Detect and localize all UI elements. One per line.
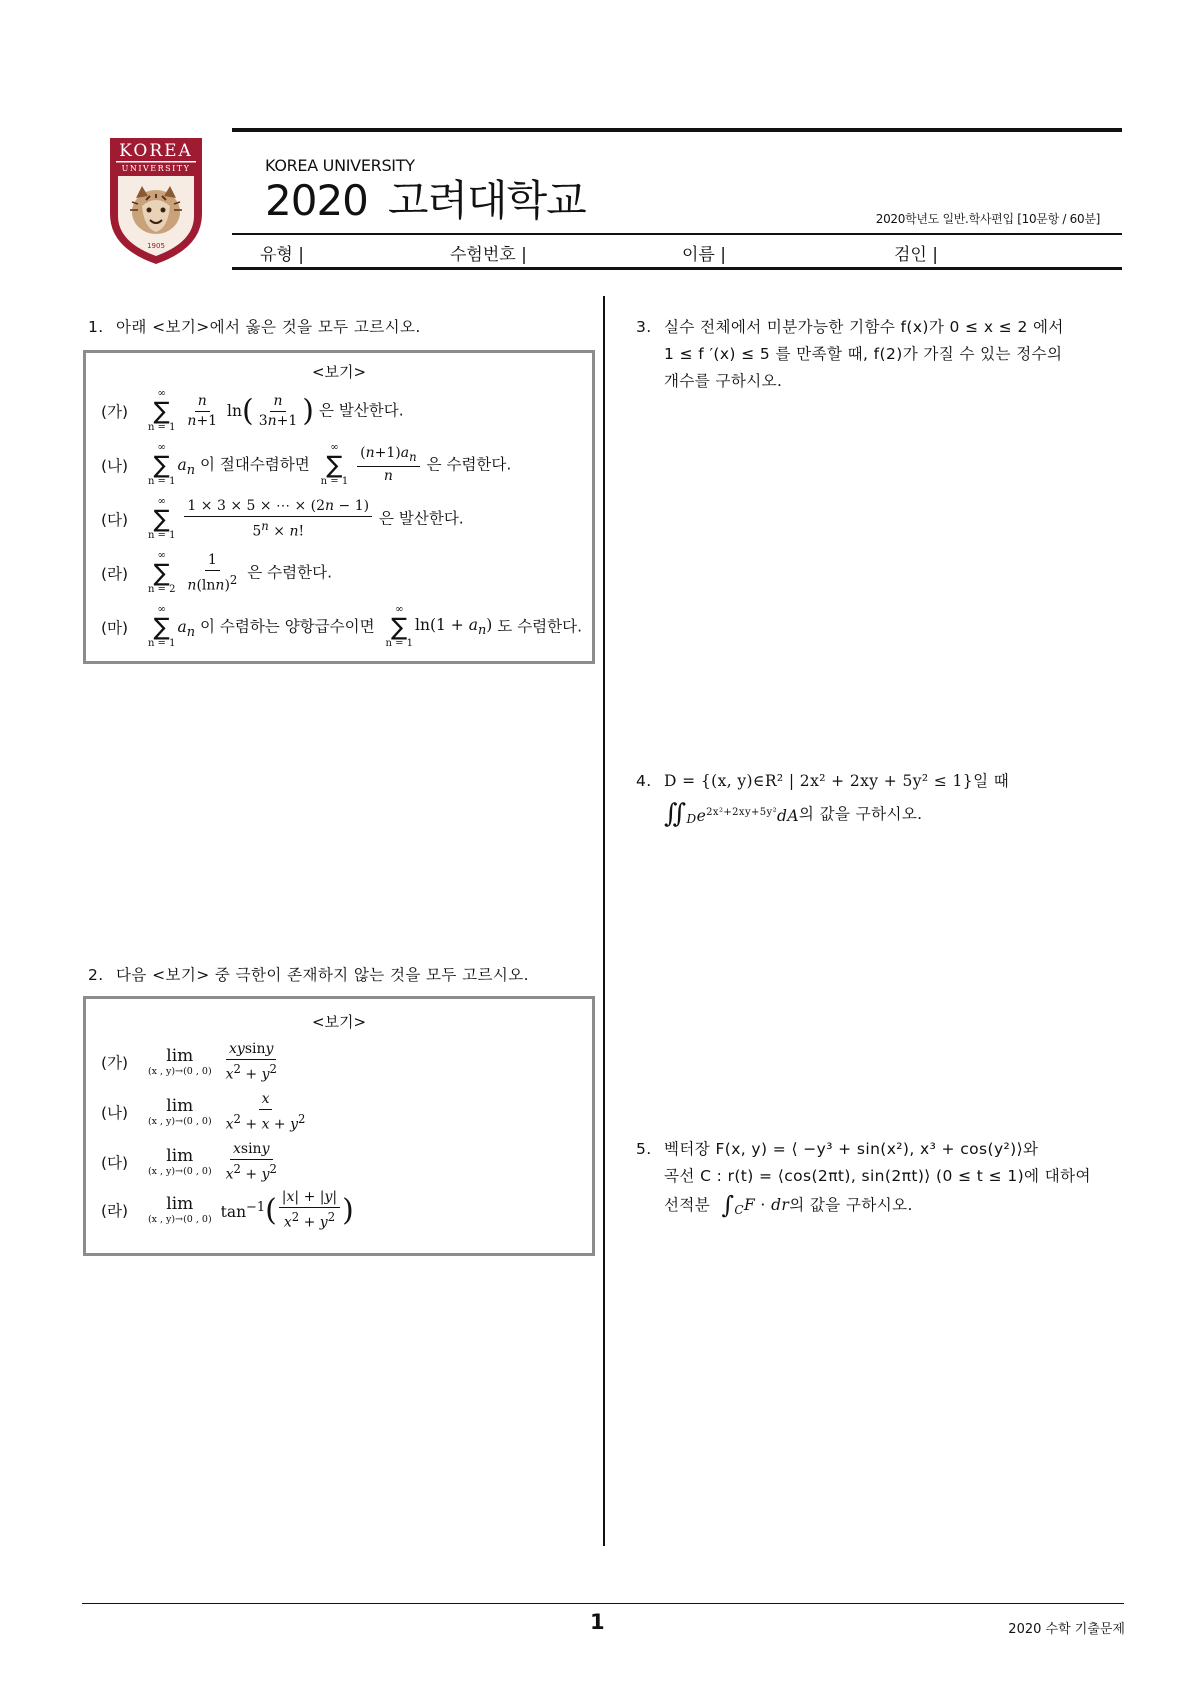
question-number: 4. bbox=[636, 772, 652, 790]
q2-choice-na: (나) lim (x , y)→(0 , 0) $\frac{x}{x^2 + x + y^2}$ bbox=[101, 1091, 306, 1133]
question-line-2-tail: 의 값을 구하시오. bbox=[798, 805, 923, 824]
question-prompt: 다음 <보기> 중 극한이 존재하지 않는 것을 모두 고르시오. bbox=[116, 966, 529, 984]
question-line-1: D = {(x, y)∈R² | 2x² + 2xy + 5y² ≤ 1}일 때 bbox=[664, 772, 1010, 790]
question-line-3-head: 선적분 bbox=[664, 1196, 711, 1214]
question-number: 3. bbox=[636, 318, 652, 336]
question-1 bbox=[88, 314, 421, 341]
choice-tail: 은 수렴한다. bbox=[247, 563, 333, 582]
question-number: 1. bbox=[88, 318, 104, 336]
q1-choice-ra: (라) ∞ ∑ n = 2 $\frac{1}{n(\ln n)^2}$ 은 수렴한다. bbox=[101, 550, 333, 595]
question-line-2: $∬_De^{2x^2+2xy+5y^2}dA$의 값을 구하시오. bbox=[664, 799, 923, 830]
q1-choice-da: (다) ∞ ∑ n = 1 $\frac{1 \times 3 \times 5 \times \cdots \times (2n - 1)}{5^n \times n!}$ 은 발산한다. bbox=[101, 496, 464, 541]
choice-middle: 이 수렴하는 양항급수이면 bbox=[199, 617, 375, 636]
question-line-1: 벡터장 F(x, y) = ⟨ −y³ + sin(x²), x³ + cos(y²)⟩와 bbox=[664, 1140, 1039, 1158]
question-2 bbox=[88, 962, 529, 989]
field-type: 유형 | bbox=[260, 245, 304, 265]
q1-choices-box bbox=[83, 350, 595, 664]
q2-choice-da: (다) lim (x , y)→(0 , 0) $\frac{xsiny}{x^2 + y^2}$ bbox=[101, 1141, 277, 1183]
question-line-1: 실수 전체에서 미분가능한 기함수 f(x)가 0 ≤ x ≤ 2 에서 bbox=[664, 318, 1064, 336]
candidate-info-bar bbox=[232, 233, 1122, 270]
question-line-2: 1 ≤ f ′(x) ≤ 5 를 만족할 때, f(2)가 가질 수 있는 정수의 bbox=[664, 345, 1063, 363]
choice-label: (라) bbox=[101, 565, 129, 583]
university-name-kr: 고려대학교 bbox=[387, 176, 586, 225]
logo-text-korea: KOREA bbox=[119, 141, 193, 161]
field-stamp: 검인 | bbox=[894, 245, 938, 265]
logo-text-university: UNIVERSITY bbox=[121, 164, 191, 173]
sigma-symbol: ∞ ∑ n = 1 bbox=[147, 442, 176, 487]
question-line-3: 개수를 구하시오. bbox=[664, 372, 783, 390]
page-number: 1 bbox=[590, 1610, 605, 1634]
choice-middle: 이 절대수렴하면 bbox=[199, 455, 310, 474]
choice-label: (라) bbox=[101, 1202, 129, 1221]
choice-label: (다) bbox=[101, 511, 129, 529]
q2-choice-ra: (라) lim (x , y)→(0 , 0) $\tan^{-1}$( $\frac{|x| + |y|}{x^2 + y^2}$ ) bbox=[101, 1189, 354, 1231]
question-line-3: 선적분 $\int_CF$ · dr의 값을 구하시오. bbox=[664, 1191, 913, 1219]
q2-choices-box bbox=[83, 996, 595, 1256]
header-top-rule bbox=[232, 128, 1122, 132]
question-5 bbox=[636, 1136, 1126, 1224]
question-line-2: 곡선 C : r(t) = ⟨cos(2πt), sin(2πt)⟩ (0 ≤ t ≤ 1)에 대하여 bbox=[664, 1167, 1091, 1185]
choice-label: (나) bbox=[101, 457, 129, 475]
fraction: $\frac{n}{n+1}$ bbox=[187, 392, 218, 429]
q1-choice-ga: (가) ∞ ∑ n = 1 $\frac{n}{n+1}$ ln( $\frac{n}{3n+1}$ ) 은 발산한다. bbox=[101, 388, 404, 433]
choice-tail: 은 수렴한다. bbox=[426, 455, 512, 474]
q2-choice-ga: (가) lim (x , y)→(0 , 0) $\frac{xysiny}{x^2 + y^2}$ bbox=[101, 1041, 277, 1083]
choice-tail: 은 발산한다. bbox=[318, 401, 404, 420]
university-logo bbox=[108, 136, 204, 266]
footer-title: 2020 수학 기출문제 bbox=[1008, 1622, 1125, 1637]
choice-label: (가) bbox=[101, 403, 129, 421]
column-divider bbox=[603, 296, 605, 1546]
choice-label: (나) bbox=[101, 1104, 129, 1123]
logo-text-founded: 1905 bbox=[147, 242, 165, 250]
footer-rule bbox=[82, 1603, 1124, 1604]
question-4 bbox=[636, 768, 1116, 833]
sigma-symbol: ∞ ∑ n = 1 bbox=[147, 388, 176, 433]
field-name: 이름 | bbox=[682, 245, 726, 265]
question-prompt: 아래 <보기>에서 옳은 것을 모두 고르시오. bbox=[116, 318, 421, 336]
choice-label: (다) bbox=[101, 1154, 129, 1173]
question-number: 2. bbox=[88, 966, 104, 984]
university-name-en: KOREA UNIVERSITY bbox=[265, 156, 415, 175]
box-title: <보기> bbox=[311, 363, 367, 381]
choice-tail: 은 발산한다. bbox=[379, 509, 464, 528]
question-3 bbox=[636, 314, 1116, 395]
q1-choice-na: (나) ∞ ∑ n = 1 $a_n$ 이 절대수렴하면 ∞ ∑ n = 1 $\frac{(n+1)a_n}{n}$ 은 수렴한다. bbox=[101, 442, 512, 487]
question-number: 5. bbox=[636, 1140, 652, 1158]
field-exam-number: 수험번호 | bbox=[450, 245, 527, 265]
exam-title bbox=[265, 176, 586, 226]
exam-meta: 2020학년도 일반.학사편입 [10문항 / 60분] bbox=[875, 212, 1100, 226]
choice-label: (가) bbox=[101, 1054, 129, 1073]
q1-choice-ma: (마) ∞ ∑ n = 1 $a_n$ 이 수렴하는 양항급수이면 ∞ ∑ n = 1 $\ln(1 + a_n)$ 도 수렴한다. bbox=[101, 604, 583, 649]
choice-label: (마) bbox=[101, 619, 129, 637]
box-title: <보기> bbox=[311, 1013, 367, 1031]
exam-year: 2020 bbox=[265, 176, 368, 225]
choice-tail: 도 수렴한다. bbox=[497, 617, 583, 636]
question-line-3-tail: 의 값을 구하시오. bbox=[789, 1196, 913, 1214]
